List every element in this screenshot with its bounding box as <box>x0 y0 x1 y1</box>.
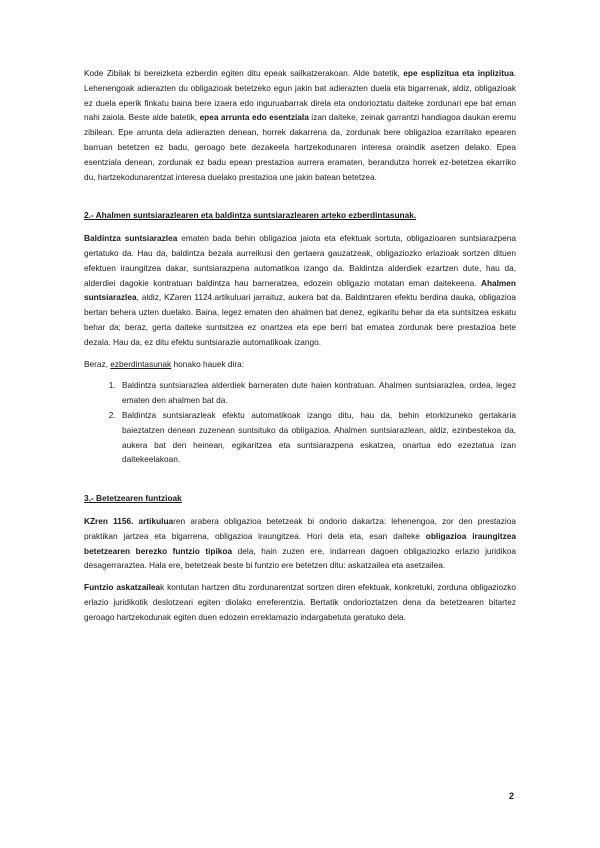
underlined-term: ezberdintasunak <box>110 358 172 369</box>
bold-term: Funtzio askatzailea <box>84 582 161 593</box>
paragraph-intro: Beraz, ezberdintasunak honako hauek dira: <box>84 358 245 369</box>
bold-term: Ahalmen suntsiarazlea <box>84 277 516 303</box>
section-2-heading: 2.- Ahalmen suntsiarazlearen eta baldintza suntsiarazlearen arteko ezberdintasunak. <box>84 210 417 221</box>
bold-term: KZren 1156. artikulua <box>84 515 174 526</box>
bold-term: epea arrunta edo esentziala <box>199 112 309 123</box>
paragraph-baldintza: Baldintza suntsiarazlea ematen bada behin obligazioa jaiota eta efektuak sortuta, obligazioaren suntsiarazpena gertatuko da. Hau da, baldintza bezala aurreikusi den gertaera gauzatzeak, obligaziozko erlazioak sortzen dituen efektuen iraungitzea dakar, suntsiarazpena automatikoa izango da. Baldintza alderdiek ezartzen dute, hau da, alderdiei dagokie kontratuan baldintza hau barneratzea, edozein obligazio motatan eman daitekeena. Ahalmen suntsiarazlea, aldiz, KZaren 1124.artikuluari jarraituz, aukera bat da. Baldintzaren efektu berdina dauka, obligazioa bertan behera uzten duelako. Baina, legez ematen den ahalmen bat denez, egikaritu behar da eta suntsitzea eskatu behar da; beraz, gerta daiteke suntsitzea ez onartzea eta epe berri bat ematea zordunak bere prestazioa bete dezala. Hau da, ez ditu efektu suntsiarazle automatikoak izango. <box>84 233 516 347</box>
bold-term: Baldintza suntsiarazlea <box>84 233 178 244</box>
paragraph-kzren: KZren 1156. artikuluaren arabera obligazioa betetzeak bi ondorio dakartza: lehenengoa, zor den prestazioa praktikan jartzea eta bigarrena, obligazioa iraungitzea. Hori dela eta, esan daiteke obligazioa iraungitzea betetzearen berezko funtzio tipikoa dela, hain zuzen ere, indarrean dagoen obligaziozko erlazio juridikoa desagerraraztea. Hala ere, betetzeak beste bi funtzio ere betetzen ditu: askatzailea eta asetzailea. <box>84 515 517 571</box>
page-number: 2 <box>509 791 515 801</box>
section-3-heading: 3.- Betetzearen funtzioak <box>84 493 182 504</box>
paragraph-epeak: Kode Zibilak bi bereizketa ezberdin egiten ditu epeak sailkatzerakoan. Alde batetik, epe esplizitua eta inplizitua. Lehenengoak adierazten du obligazioak betetzeko egun jakin bat adierazten duela eta bigarrenak, aldiz, obligazioak ez duela eperik finkatu baina bere izaera edo inguruabarrak direla eta ondorioztatu daiteke zordunari epe bat eman nahi zaiola. Beste alde batetik, epea arrunta edo esentziala izan daiteke, zeinak garrantzi handiagoa daukan eremu zibilean. Epe arrunta dela adierazten denean, horrek dakarrena da, zordunak bere obligazioa ezarritako epearen barruan betetzen ez badu, geroago bete dezakeela hartzekodunaren interesa oraindik asetzen delako. Epea esentziala denean, zordunak ez badu epean prestazioa aurrera eramaten, berandutza horrek ez-betetzea ekarriko du, hartzekodunarentzat interesa duelako prestazioa une jakin batean betetzea. <box>84 68 516 182</box>
list-item: 2. Baldintza suntsiarazleak efektu automatikoak izango ditu, hau da, behin etorkizuneko gertakaria baieztatzen denean zuzenean suntsituko da obligazioa. Ahalmen suntsiarazlean, aldiz, ezinbestekoa da, aukera bat den heinean, egikaritzea eta suntsiarazpena eskatzea, onartua edo ezeztatua izan daitekeelakoan. <box>118 408 516 467</box>
page-content <box>84 66 516 632</box>
bold-term: epe esplizitua eta inplizitua <box>403 68 514 78</box>
differences-list <box>84 378 516 467</box>
list-item: 1. Baldintza suntsiarazlea alderdiek barneraten dute haien kontratuan. Ahalmen suntsiarazlea, ordea, legez ematen den ahalmen bat da. <box>118 378 516 408</box>
bold-term: obligazioa iraungitzea betetzearen berezko funtzio tipikoa <box>84 530 516 556</box>
paragraph-funtzio-askatzailea: Funtzio askatzaileak kontutan hartzen ditu zordunarentzat sortzen diren efektuak, konkretuki, zorduna obligaziozko erlazio juridikotik deslotzeari egiten diolako erreferentzia. Bertatik ondorioztatzen dena da betetzearen bitartez geroago hartzekodunak egiten duen edozein erreklamazio indargabetuta geratuko dela. <box>84 582 516 622</box>
